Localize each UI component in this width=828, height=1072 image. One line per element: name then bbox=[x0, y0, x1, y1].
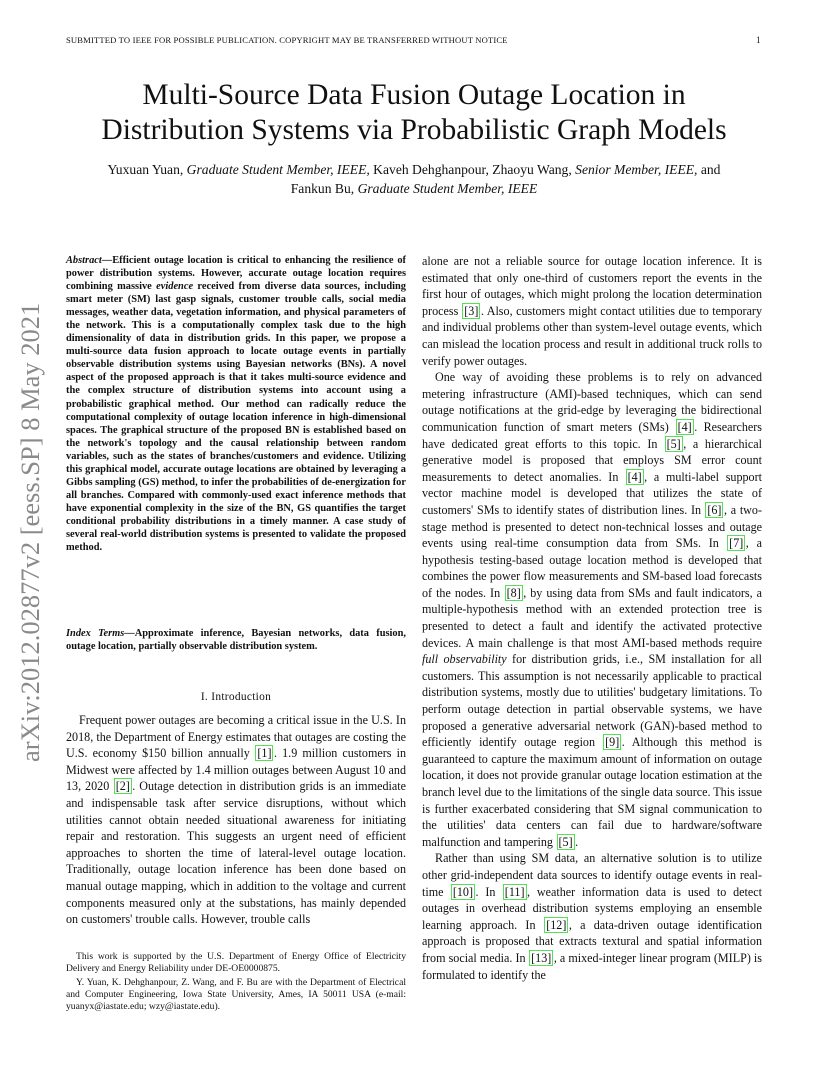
text-run: One way of avoiding these problems is to rely on advanced metering infrastructure (AMI)-based techniques, which can send outage notifications at the grid-edge by leveraging the bidirectional communication function of smart meters (SMs) bbox=[422, 370, 762, 434]
text-run: , a two-stage method is presented to detect non-technical losses and outage events using real-time consumption data from SMs. In bbox=[422, 502, 762, 551]
introduction-text bbox=[66, 712, 406, 928]
footnotes bbox=[66, 951, 406, 1014]
paragraph bbox=[422, 850, 762, 983]
citation-link[interactable]: [1] bbox=[257, 746, 272, 761]
text-run: . bbox=[575, 834, 579, 849]
author-conjunction: and bbox=[697, 162, 721, 177]
author-name: Kaveh Dehghanpour, Zhaoyu Wang, bbox=[369, 162, 576, 177]
footnote-affiliation: Y. Yuan, K. Dehghanpour, Z. Wang, and F. Bu are with the Department of Electrical and Computer Engineering, Iowa State University, Ames, IA 50011 USA (e-mail: yuanyx@iastate.edu; wzy@iastate.edu). bbox=[66, 976, 406, 1012]
emphasis: full observability bbox=[422, 652, 507, 667]
title-line-1: Multi-Source Data Fusion Outage Location in bbox=[142, 79, 686, 111]
text-run: , a multi-label support vector machine model is developed that utilizes the state of customers' SMs to identify states of distribution lines. In bbox=[422, 469, 762, 517]
citation-link[interactable]: [3] bbox=[464, 303, 479, 318]
text-run: for distribution grids, i.e., SM installation for all customers. This assumption is not necessarily applicable to practical distribution systems, mostly due to utilities' budgetary limitations. To perform outage detection in partial observable systems, we have proposed a generative adversarial network (GAN)-based method to efficiently identify outage region bbox=[422, 652, 762, 750]
index-terms-label: Index Terms bbox=[66, 628, 125, 639]
author-line-2 bbox=[60, 179, 768, 198]
text-run: . In bbox=[475, 884, 503, 899]
section-heading: I. Introduction bbox=[200, 691, 272, 703]
paragraph bbox=[422, 253, 762, 369]
page-number: 1 bbox=[756, 35, 761, 45]
text-run: . 1.9 million customers in Midwest were affected by 1.4 million outages between August 10 and 13, 2020 bbox=[66, 746, 406, 794]
citation-link[interactable]: [5] bbox=[558, 834, 573, 849]
paper-title bbox=[0, 78, 828, 148]
right-column-text bbox=[422, 253, 762, 983]
citation-link[interactable]: [5] bbox=[666, 436, 681, 451]
abstract-text: —Efficient outage location is critical to enhancing the resilience of power distribution systems. However, accurate outage location requires combining massive bbox=[66, 255, 406, 293]
citation-link[interactable]: [9] bbox=[605, 735, 620, 750]
citation-link[interactable]: [4] bbox=[677, 419, 692, 434]
author-role: Senior Member, IEEE, bbox=[575, 162, 698, 177]
footnote-funding: This work is supported by the U.S. Department of Energy Office of Electricity Delivery and Energy Reliability under DE-OE0000875. bbox=[66, 951, 406, 975]
text-run: , weather information data is used to detect outages in overhead distribution systems employing an ensemble learning approach. In bbox=[422, 884, 762, 932]
running-head: SUBMITTED TO IEEE FOR POSSIBLE PUBLICATION. COPYRIGHT MAY BE TRANSFERRED WITHOUT NOTICE bbox=[66, 35, 508, 45]
author-line-1 bbox=[60, 160, 768, 179]
index-terms-text: —Approximate inference, Bayesian networks, data fusion, outage location, partially observable distribution system. bbox=[66, 628, 406, 653]
text-run: , by using data from SMs and fault indicators, a multiple-hypothesis method with an extended protection tree is presented to detect a fault and identify the activated protective devices. A main challenge is that most AMI-based methods require bbox=[422, 585, 762, 650]
text-run: , a data-driven outage identification approach is proposed that extracts textural and spatial information from social media. In bbox=[422, 917, 762, 965]
paragraph bbox=[422, 369, 762, 850]
abstract-label: Abstract bbox=[66, 255, 102, 266]
citation-link[interactable]: [11] bbox=[504, 884, 525, 899]
title-line-2: Distribution Systems via Probabilistic Graph Models bbox=[101, 114, 727, 146]
text-run: . Outage detection in distribution grids is an immediate and indispensable task after service disruptions, without which utilities cannot obtain needed situational awareness for initiating repair and restoration. This suggests an urgent need of efficient approaches to shorten the time of lateral-level outage location. Traditionally, outage location inference has been done based on manual outage mapping, which in addition to the voltage and current components measured only at the substations, has mainly depended on customers' trouble calls. However, trouble calls bbox=[66, 779, 406, 927]
citation-link[interactable]: [6] bbox=[707, 502, 722, 517]
text-run: . Also, customers might contact utilities due to temporary and individual problems other than system-level outage events, which can mislead the location process and result in additional truck rolls to verify power outages. bbox=[422, 303, 763, 368]
abstract-text: received from diverse data sources, including smart meter (SM) last gasp signals, customer trouble calls, social media messages, weather data, vegetation information, and physical parameters of the network. This is a computationally complex task due to the high dimensionality of data in distribution grids. In this paper, we propose a multi-source data fusion approach to locate outage events in partially observable distribution systems using Bayesian networks (BNs). A novel aspect of the proposed approach is that it takes multi-source evidence and the complex structure of distribution systems into account using a probabilistic graphical method. Our method can radically reduce the computational complexity of outage location inference in high-dimensional spaces. The graphical structure of the proposed BN is established based on the network's topology and the causal relationship between random variables, such as the states of branches/customers and evidence. Utilizing this graphical model, accurate outage locations are obtained by leveraging a Gibbs sampling (GS) method, to infer the probabilities of de-energization for all branches. Compared with commonly-used exact inference methods that have exponential complexity in the size of the BN, GS quantifies the target conditional probability distributions in a timely manner. A case study of several real-world distribution systems is presented to validate the proposed method. bbox=[66, 281, 406, 554]
author-list bbox=[60, 160, 768, 198]
text-run: . Researchers have dedicated great efforts to this topic. In bbox=[422, 419, 762, 451]
author-role: Graduate Student Member, IEEE, bbox=[186, 162, 370, 177]
citation-link[interactable]: [7] bbox=[729, 536, 744, 551]
text-run: , a mixed-integer linear program (MILP) is formulated to identify the bbox=[422, 950, 762, 982]
citation-link[interactable]: [10] bbox=[452, 884, 473, 899]
citation-link[interactable]: [2] bbox=[115, 779, 130, 794]
text-run: , a hierarchical generative model is proposed that employs SM error count measurements to detect anomalies. In bbox=[422, 436, 762, 484]
citation-link[interactable]: [12] bbox=[546, 917, 567, 932]
text-run: alone are not a reliable source for outage location inference. It is estimated that only one-third of customers report the events in the first hour of outages, which might prolong the location determination process bbox=[422, 254, 762, 318]
text-run: Rather than using SM data, an alternative solution is to utilize other grid-independent data sources to identify outage events in real-time bbox=[422, 851, 762, 899]
abstract bbox=[66, 254, 406, 554]
citation-link[interactable]: [4] bbox=[627, 469, 642, 484]
author-name: Fankun Bu, bbox=[290, 181, 358, 196]
author-role: Graduate Student Member, IEEE bbox=[357, 181, 538, 196]
index-terms bbox=[66, 627, 406, 653]
citation-link[interactable]: [13] bbox=[531, 950, 552, 965]
author-name: Yuxuan Yuan, bbox=[107, 162, 187, 177]
arxiv-identifier[interactable]: arXiv:2012.02877v2 [eess.SP] 8 May 2021 bbox=[15, 302, 45, 762]
abstract-emphasis: evidence bbox=[156, 281, 194, 293]
text-run: . Although this method is guaranteed to capture the maximum amount of information on outage location, it does not provide granular outage location estimation at the branch level due to the limitations of the single data source. This issue is further exacerbated considering that SM signal communication to the utilities' data centers can fail due to hardware/software malfunction and tampering bbox=[422, 735, 763, 849]
text-run: , a hypothesis testing-based outage location method is developed that combines the power flow measurements and SM-based load forecasts of the nodes. In bbox=[422, 536, 762, 600]
text-run: Frequent power outages are becoming a critical issue in the U.S. In 2018, the Department of Energy estimates that outages are costing the U.S. economy $150 billion annually bbox=[66, 713, 406, 761]
citation-link[interactable]: [8] bbox=[506, 585, 521, 600]
paragraph bbox=[66, 712, 406, 928]
